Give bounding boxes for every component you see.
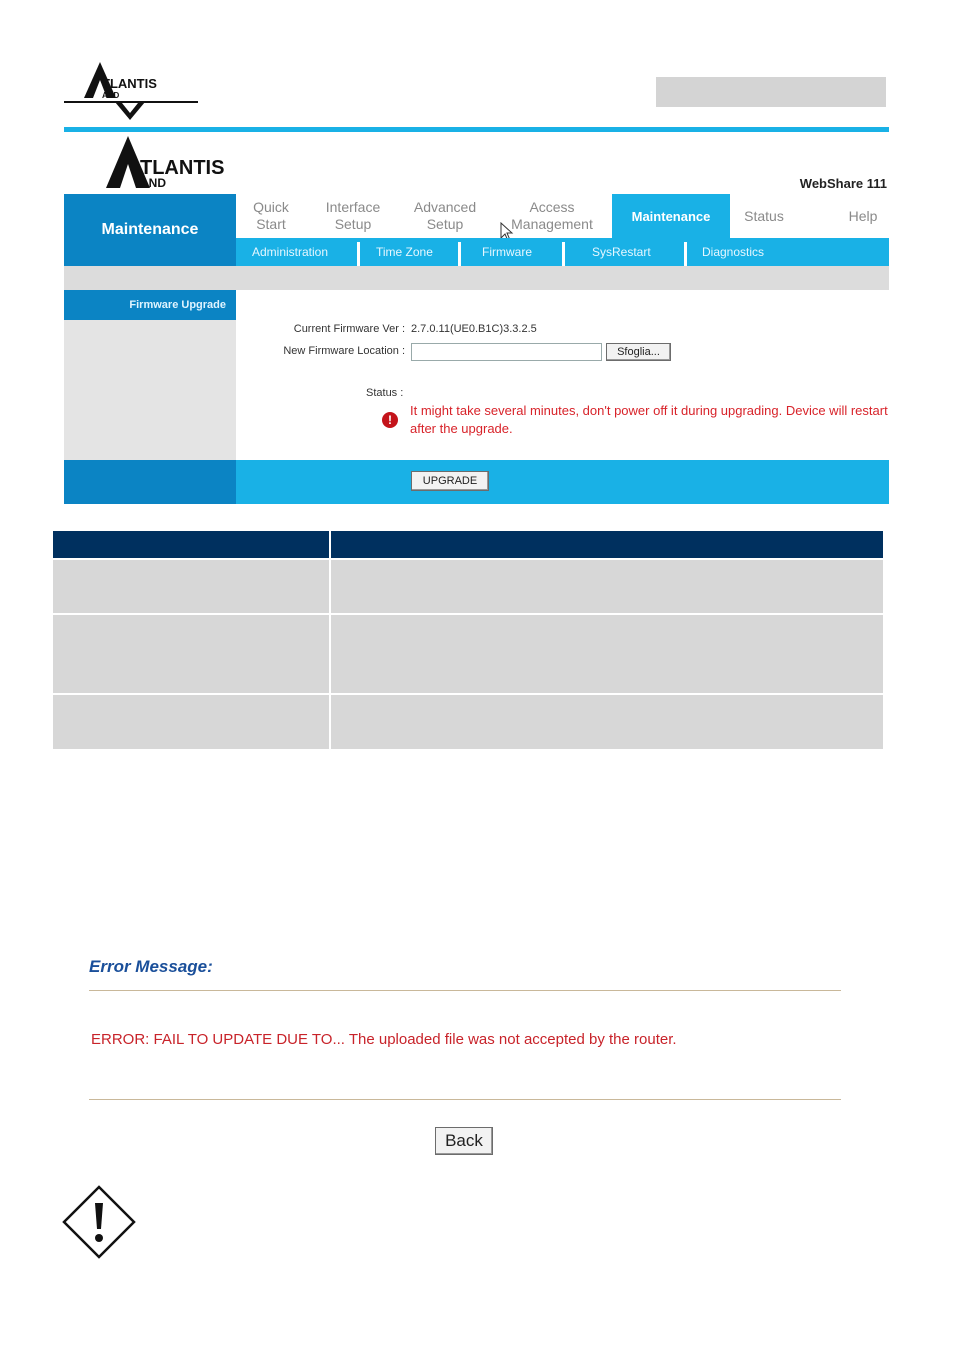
section-title: Maintenance <box>64 194 236 266</box>
nav-status[interactable]: Status <box>744 207 784 224</box>
nav-help[interactable]: Help <box>848 207 878 224</box>
atlantis-logo-icon <box>60 58 205 122</box>
nav-advanced-setup[interactable]: Advanced Setup <box>413 199 477 232</box>
subnav-firmware[interactable]: Firmware <box>482 245 532 259</box>
error-icon: ! <box>382 412 398 428</box>
browse-button[interactable]: Sfoglia... <box>606 343 671 361</box>
current-firmware-value: 2.7.0.11(UE0.B1C)3.3.2.5 <box>411 323 537 335</box>
table-cell <box>53 695 329 749</box>
subnav-time-zone[interactable]: Time Zone <box>376 245 433 259</box>
back-button[interactable]: Back <box>435 1127 493 1155</box>
svg-text:AND: AND <box>102 91 120 100</box>
table-cell <box>53 615 329 693</box>
subnav-administration[interactable]: Administration <box>252 245 329 259</box>
nav-maintenance[interactable]: Maintenance <box>612 194 730 238</box>
gray-strip <box>64 266 889 290</box>
subnav-separator <box>562 242 565 266</box>
divider <box>89 1099 841 1100</box>
new-firmware-label: New Firmware Location : <box>283 345 405 357</box>
subnav-diagnostics[interactable]: Diagnostics <box>702 245 765 259</box>
error-title: Error Message: <box>89 957 213 976</box>
table-header-cell <box>331 531 883 558</box>
firmware-location-input[interactable] <box>411 343 602 361</box>
table-cell <box>331 695 883 749</box>
subnav-separator <box>458 242 461 266</box>
caution-icon <box>62 1185 136 1259</box>
svg-text:AND: AND <box>140 176 166 190</box>
upgrade-warning: It might take several minutes, don't power off it during upgrading. Device will restart after the upgrade. <box>410 403 888 436</box>
header-rule <box>64 127 889 132</box>
nav-quick-start[interactable]: Quick Start <box>253 199 289 232</box>
error-message: ERROR: FAIL TO UPDATE DUE TO... The uploaded file was not accepted by the router. <box>91 1031 677 1048</box>
top-nav <box>236 194 889 238</box>
svg-text:TLANTIS: TLANTIS <box>102 76 157 91</box>
model-name: WebShare 111 <box>799 176 887 191</box>
router-ui <box>64 134 889 504</box>
parameter-table <box>53 531 883 749</box>
divider <box>89 990 841 991</box>
current-firmware-label: Current Firmware Ver : <box>293 323 405 335</box>
nav-interface-setup[interactable]: Interface Setup <box>325 199 381 232</box>
subnav-separator <box>684 242 687 266</box>
upgrade-button[interactable]: UPGRADE <box>411 471 489 491</box>
status-label: Status : <box>366 387 404 399</box>
table-header-cell <box>53 531 329 558</box>
subnav-sysrestart[interactable]: SysRestart <box>592 245 651 259</box>
router-logo-icon <box>102 134 282 192</box>
side-item-firmware-upgrade[interactable]: Firmware Upgrade <box>64 290 236 320</box>
table-cell <box>331 615 883 693</box>
sub-nav <box>236 238 889 266</box>
footer-right <box>236 460 889 504</box>
nav-access-management[interactable]: Access Management <box>511 199 593 232</box>
header-bar <box>656 77 886 107</box>
table-cell <box>331 560 883 613</box>
footer-left <box>64 460 236 504</box>
table-cell <box>53 560 329 613</box>
subnav-separator <box>357 242 360 266</box>
svg-text:TLANTIS: TLANTIS <box>140 157 225 179</box>
